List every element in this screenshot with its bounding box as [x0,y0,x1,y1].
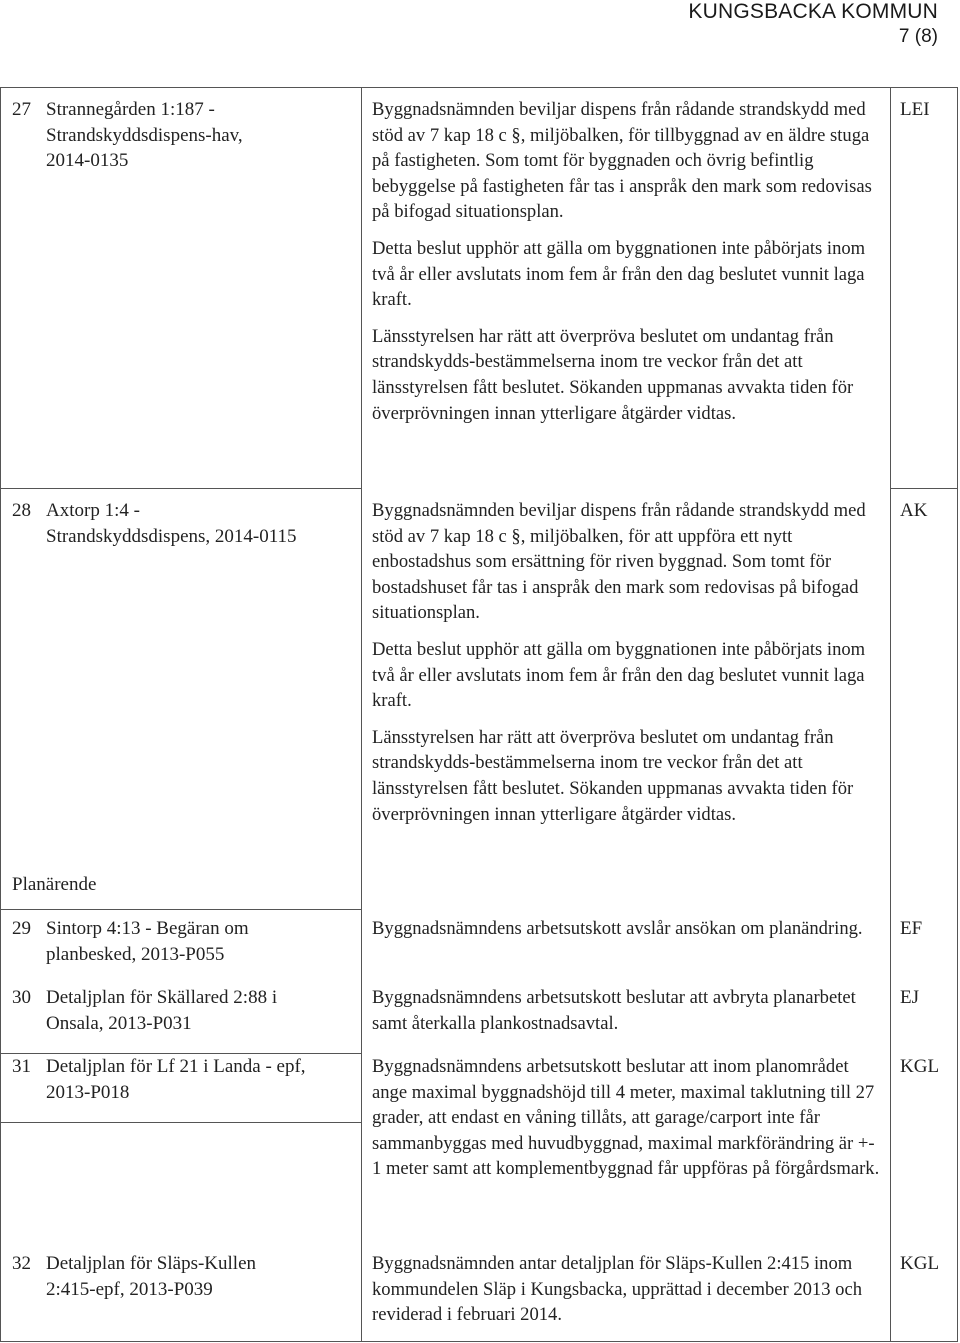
responsible-28: AK [900,500,928,521]
page-header [688,0,938,48]
item-title: Strannegården 1:187 - Strandskyddsdispens-hav, 2014-0135 [46,99,243,172]
responsible-29: EF [900,918,923,939]
decision-paragraph: Byggnadsnämnden beviljar dispens från rådande strandskydd med stöd av 7 kap 18 c §, miljöbalken, för tillbyggnad av en äldre stuga på fastigheten. Som tomt för byggnaden och övrig befintlig bebyggelse på fastigheten får tas i anspråk den mark som redovisas på bifogad situationsplan. [372,99,872,223]
item-title: Detaljplan för Skällared 2:88 i Onsala, 2013-P031 [46,987,278,1034]
organization-name: KUNGSBACKA KOMMUN [688,0,938,23]
item-number: 28 [12,500,31,521]
decision-paragraph: Detta beslut upphör att gälla om byggnationen inte påbörjats inom två år eller avslutats inom fem år från den dag beslutet vunnit laga kraft. [372,237,866,311]
item-title-27 [12,97,352,174]
decision-paragraph: Byggnadsnämndens arbetsutskott avslår ansökan om planändring. [372,918,863,939]
decision-text-28 [372,498,882,838]
decision-paragraph: Byggnadsnämndens arbetsutskott beslutar att inom planområdet ange maximal byggnadshöjd till 4 meter, maximal taklutning till 27 grader, att endast en våning tillåts, att garage/carport inte får sammanbyggas med huvudbyggnad, maximal markförändring är +- 1 meter samt att komplementbyggnad får uppföras på förgårdsmark. [372,1056,880,1180]
responsible-31: KGL [900,1056,940,1077]
row-divider [1,1122,361,1123]
item-number: 32 [12,1253,31,1274]
item-title-31 [12,1054,352,1105]
decision-paragraph: Byggnadsnämnden antar detaljplan för Släps-Kullen 2:415 inom kommundelen Släp i Kungsbacka, upprättad i december 2013 och reviderad i februari 2014. [372,1253,863,1326]
item-title: Axtorp 1:4 - Strandskyddsdispens, 2014-0115 [46,500,297,547]
item-number: 31 [12,1056,31,1077]
column-divider [890,88,891,1341]
decision-paragraph: Länsstyrelsen har rätt att överpröva beslutet om undantag från strandskydds-bestämmelserna inom tre veckor från det att länsstyrelsen fått beslutet. Sökanden uppmanas avvakta tiden för överprövningen innan ytterligare åtgärder vidtas. [372,325,854,424]
column-divider [361,88,362,1341]
item-title-29 [12,916,352,967]
item-title-32 [12,1251,352,1302]
responsible-27: LEI [900,99,930,120]
row-divider [890,488,957,489]
item-number: 27 [12,99,31,120]
decision-text-29 [372,916,882,953]
responsible-32: KGL [900,1253,940,1274]
item-title-28 [12,498,352,549]
item-title: Detaljplan för Släps-Kullen 2:415-epf, 2013-P039 [46,1253,257,1300]
decision-paragraph: Detta beslut upphör att gälla om byggnationen inte påbörjats inom två år eller avslutats inom fem år från den dag beslutet vunnit laga kraft. [372,638,866,712]
decision-paragraph: Byggnadsnämndens arbetsutskott beslutar att avbryta planarbetet samt återkalla plankostnadsavtal. [372,987,856,1034]
row-divider [1,488,361,489]
decision-text-32 [372,1251,882,1339]
decision-text-27 [372,97,882,437]
item-number: 30 [12,987,31,1008]
section-label: Planärende [12,874,97,895]
decision-paragraph: Länsstyrelsen har rätt att överpröva beslutet om undantag från strandskydds-bestämmelserna inom tre veckor från det att länsstyrelsen fått beslutet. Sökanden uppmanas avvakta tiden för överprövningen innan ytterligare åtgärder vidtas. [372,726,854,825]
decision-text-30 [372,985,882,1047]
item-title: Sintorp 4:13 - Begäran om planbesked, 2013-P055 [46,918,249,965]
page-number: 7 (8) [898,26,938,47]
decision-paragraph: Byggnadsnämnden beviljar dispens från rådande strandskydd med stöd av 7 kap 18 c §, miljöbalken, för att uppföra ett nytt enbostadshus som ersättning för riven byggnad. Som tomt för bostadshuset får tas i anspråk den mark som redovisas på bifogad situationsplan. [372,500,866,624]
item-title: Detaljplan för Lf 21 i Landa - epf, 2013-P018 [46,1056,306,1103]
decision-text-31 [372,1054,882,1193]
item-number: 29 [12,918,31,939]
row-divider [1,909,361,910]
item-title-30 [12,985,352,1036]
responsible-30: EJ [900,987,919,1008]
